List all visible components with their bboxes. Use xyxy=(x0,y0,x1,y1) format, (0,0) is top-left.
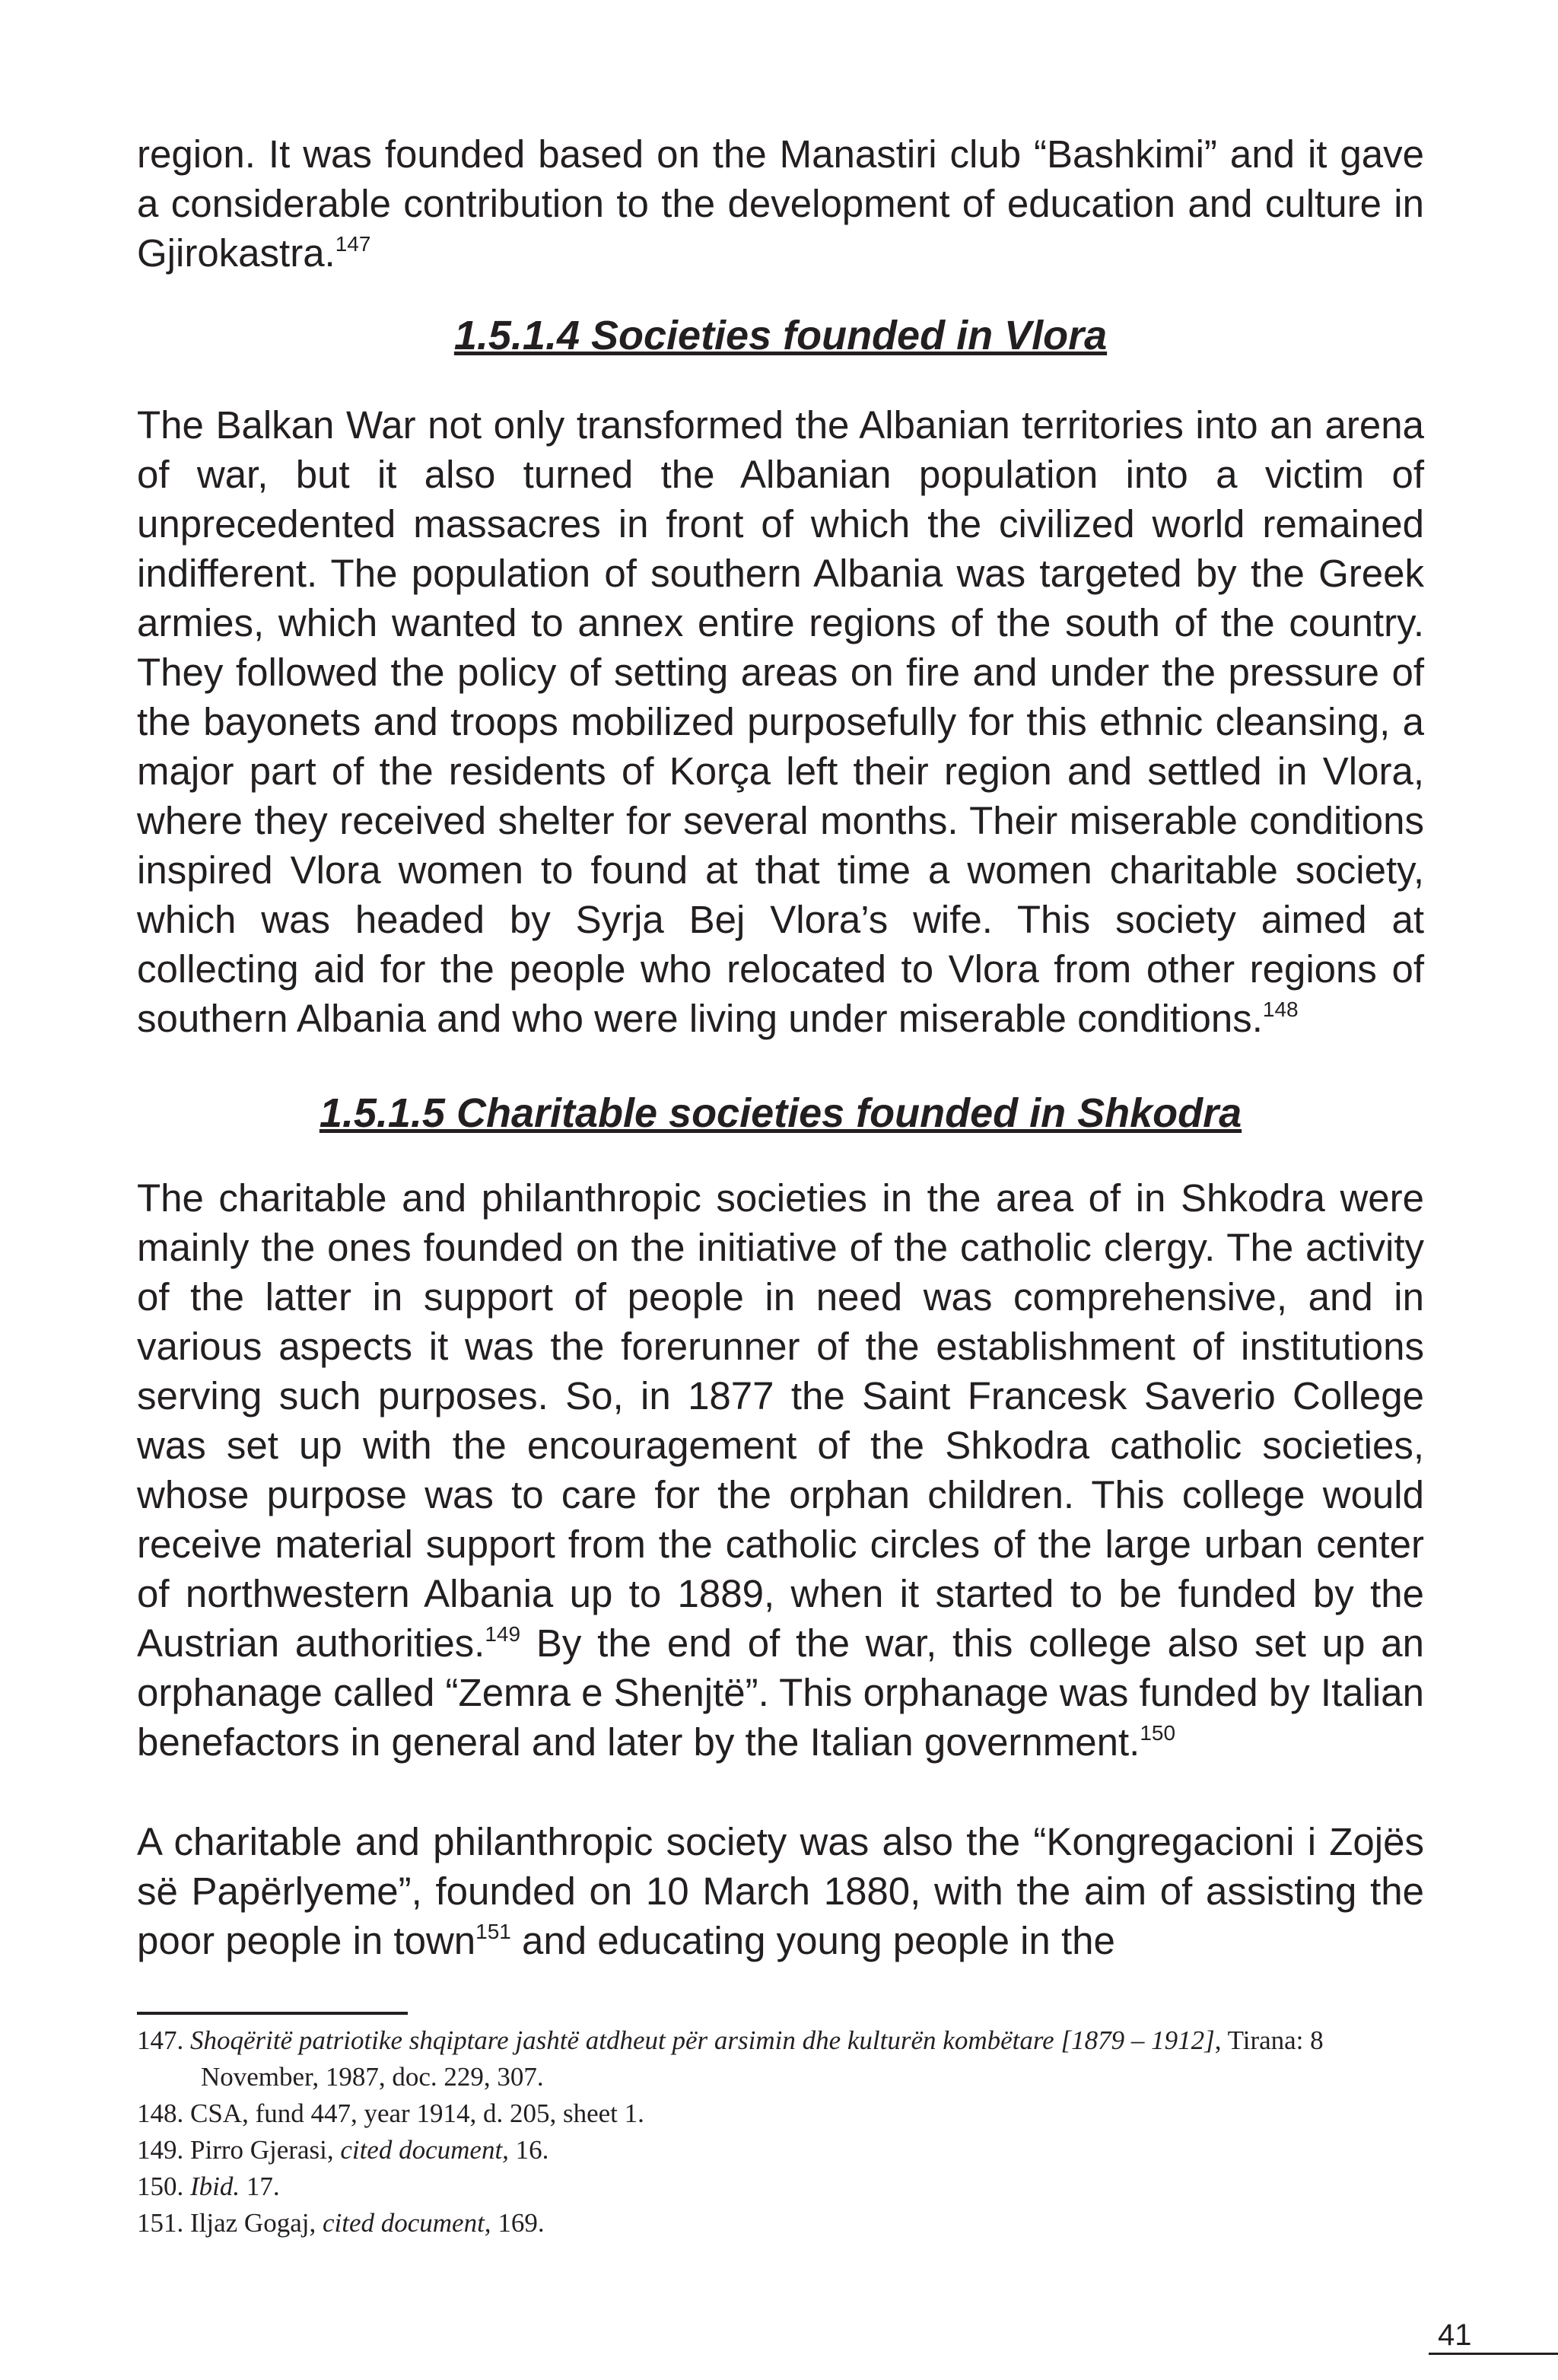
footnote-text: Iljaz Gogaj, xyxy=(190,2208,323,2238)
page-number: 41 xyxy=(1429,2318,1558,2355)
footnote-ref[interactable]: 150 xyxy=(1140,1721,1176,1745)
footnote-text: , Tirana: 8 November, 1987, doc. 229, 307. xyxy=(201,2025,1324,2092)
paragraph-text: A charitable and philanthropic society was also the “Kongregacioni i Zojës së Papërlyeme”, founded on 10 March 1880, with the aim of assisting the poor people in town xyxy=(137,1820,1424,1962)
footnote-text: 17. xyxy=(240,2172,280,2201)
footnote-147 xyxy=(137,2022,1430,2095)
paragraph-text: region. It was founded based on the Manastiri club “Bashkimi” and it gave a considerable contribution to the development of education and culture in Gjirokastra. xyxy=(137,132,1424,275)
footnote-ref[interactable]: 148 xyxy=(1262,998,1299,1021)
footnote-150 xyxy=(137,2168,1430,2205)
footnote-149 xyxy=(137,2132,1430,2168)
paragraph-text: The charitable and philanthropic societies in the area of in Shkodra were mainly the ones founded on the initiative of the catholic clergy. The activity of the latter in support of people in need was comprehensive, and in various aspects it was the forerunner of the establishment of institutions serving such purposes. So, in 1877 the Saint Francesk Saverio College was set up with the encouragement of the Shkodra catholic societies, whose purpose was to care for the orphan children. This college would receive material support from the catholic circles of the large urban center of northwestern Albania up to 1889, when it started to be funded by the Austrian authorities. xyxy=(137,1176,1424,1665)
footnote-number: 151. xyxy=(137,2208,184,2238)
footnote-italic: cited document, xyxy=(340,2135,509,2165)
footnote-number: 149. xyxy=(137,2135,184,2165)
footnote-ref[interactable]: 151 xyxy=(475,1920,511,1943)
paragraph-text: and educating young people in the xyxy=(510,1919,1115,1962)
footnote-number: 148. xyxy=(137,2098,184,2128)
footnote-text: 16. xyxy=(508,2135,549,2165)
footnote-divider xyxy=(137,2012,408,2015)
footnote-text: 169. xyxy=(491,2208,545,2238)
section-heading-vlora: 1.5.1.4 Societies founded in Vlora xyxy=(453,313,1108,358)
footnote-text: CSA, fund 447, year 1914, d. 205, sheet 1. xyxy=(190,2098,644,2128)
footnotes xyxy=(137,2022,1430,2242)
footnote-148 xyxy=(137,2095,1430,2132)
paragraph-text: By the end of the war, this college also set up an orphanage called “Zemra e Shenjtë”. This orphanage was funded by Italian benefactors in general and later by the Italian government. xyxy=(137,1621,1425,1764)
footnote-number: 147. xyxy=(137,2025,184,2055)
paragraph-shkodra xyxy=(137,1173,1424,1767)
footnote-ref[interactable]: 147 xyxy=(335,232,371,256)
footnote-151 xyxy=(137,2205,1430,2242)
footnote-title: Shoqëritë patriotike shqiptare jashtë atdheut për arsimin dhe kulturën kombëtare [1879 – 1912] xyxy=(190,2025,1215,2055)
paragraph-gjirokastra xyxy=(137,129,1424,278)
paragraph-text: The Balkan War not only transformed the Albanian territories into an arena of war, but it also turned the Albanian population into a victim of unprecedented massacres in front of which the civilized world remained indifferent. The population of southern Albania was targeted by the Greek armies, which wanted to annex entire regions of the south of the country. They followed the policy of setting areas on fire and under the pressure of the bayonets and troops mobilized purposefully for this ethnic cleansing, a major part of the residents of Korça left their region and settled in Vlora, where they received shelter for several months. Their miserable conditions inspired Vlora women to found at that time a women charitable society, which was headed by Syrja Bej Vlora’s wife. This society aimed at collecting aid for the people who relocated to Vlora from other regions of southern Albania and who were living under miserable conditions. xyxy=(137,403,1424,1040)
paragraph-kongregacioni xyxy=(137,1817,1424,1965)
section-heading-shkodra: 1.5.1.5 Charitable societies founded in Shkodra xyxy=(319,1090,1242,1136)
footnote-text: Pirro Gjerasi, xyxy=(190,2135,341,2165)
footnote-italic: cited document, xyxy=(322,2208,491,2238)
paragraph-vlora xyxy=(137,400,1424,1043)
footnote-italic: Ibid. xyxy=(190,2172,240,2201)
footnote-number: 150. xyxy=(137,2172,184,2201)
footnote-ref[interactable]: 149 xyxy=(485,1622,521,1646)
